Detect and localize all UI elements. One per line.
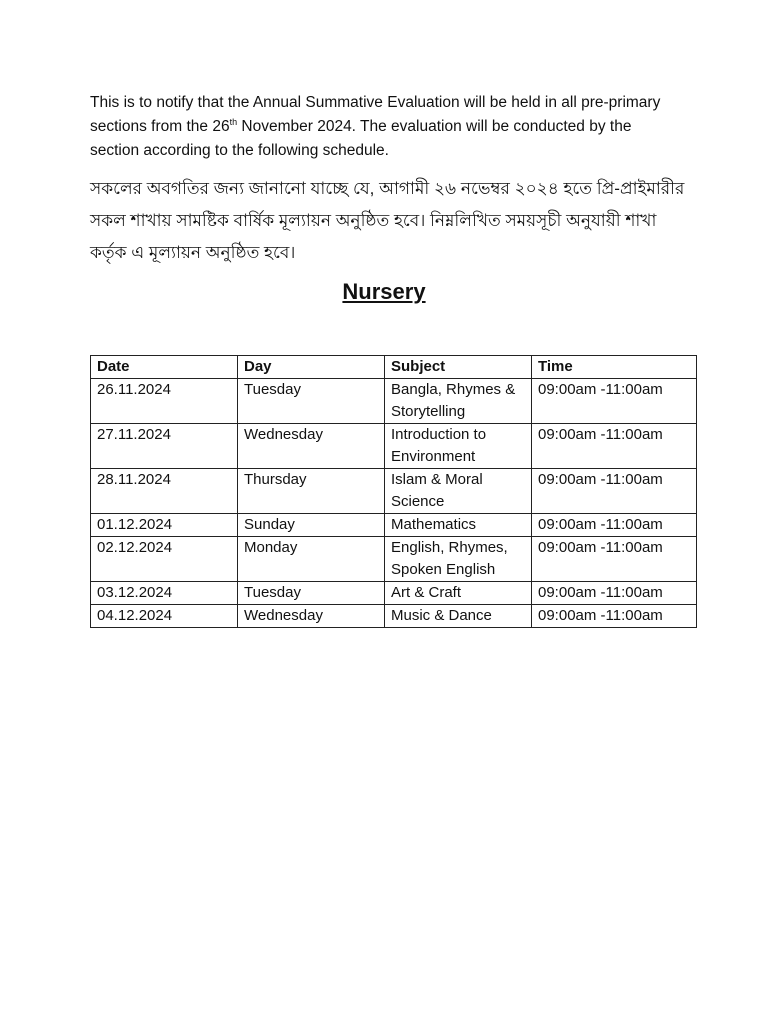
cell-subject: English, Rhymes, Spoken English bbox=[385, 537, 532, 582]
cell-day: Sunday bbox=[238, 514, 385, 537]
table-row bbox=[91, 582, 697, 605]
cell-date: 26.11.2024 bbox=[91, 379, 238, 424]
cell-subject: Bangla, Rhymes & Storytelling bbox=[385, 379, 532, 424]
notice-bangla: সকলের অবগতির জন্য জানানো যাচ্ছে যে, আগামী ২৬ নভেম্বর ২০২৪ হতে প্রি-প্রাইমারীর সকল শাখায় সামষ্টিক বার্ষিক মূল্যায়ন অনুষ্ঠিত হবে। নিম্নলিখিত সময়সূচী অনুযায়ী শাখা কর্তৃক এ মূল্যায়ন অনুষ্ঠিত হবে। bbox=[90, 179, 685, 262]
header-subject: Subject bbox=[385, 356, 532, 379]
table-row bbox=[91, 514, 697, 537]
notice-english-part1: This is to notify that the Annual Summative Evaluation will be held in all pre-primary sections from the 26 bbox=[90, 94, 661, 135]
header-time: Time bbox=[532, 356, 697, 379]
table-row bbox=[91, 424, 697, 469]
cell-time: 09:00am -11:00am bbox=[532, 424, 697, 469]
cell-subject: Islam & Moral Science bbox=[385, 469, 532, 514]
cell-date: 03.12.2024 bbox=[91, 582, 238, 605]
cell-subject: Art & Craft bbox=[385, 582, 532, 605]
header-date: Date bbox=[91, 356, 238, 379]
cell-time: 09:00am -11:00am bbox=[532, 537, 697, 582]
header-day: Day bbox=[238, 356, 385, 379]
schedule-table bbox=[90, 355, 697, 628]
cell-day: Tuesday bbox=[238, 582, 385, 605]
table-row bbox=[91, 605, 697, 628]
notice-english-superscript: th bbox=[229, 117, 238, 127]
cell-date: 28.11.2024 bbox=[91, 469, 238, 514]
cell-time: 09:00am -11:00am bbox=[532, 469, 697, 514]
cell-date: 27.11.2024 bbox=[91, 424, 238, 469]
section-title: Nursery bbox=[342, 279, 426, 304]
cell-date: 01.12.2024 bbox=[91, 514, 238, 537]
table-row bbox=[91, 379, 697, 424]
table-row bbox=[91, 469, 697, 514]
cell-day: Wednesday bbox=[238, 605, 385, 628]
notice-english-part2: November 2024. The evaluation will be conducted by the section according to the following schedule. bbox=[90, 118, 632, 159]
cell-time: 09:00am -11:00am bbox=[532, 379, 697, 424]
cell-date: 02.12.2024 bbox=[91, 537, 238, 582]
table-row bbox=[91, 537, 697, 582]
cell-subject: Music & Dance bbox=[385, 605, 532, 628]
cell-time: 09:00am -11:00am bbox=[532, 605, 697, 628]
table-header-row bbox=[91, 356, 697, 379]
cell-day: Thursday bbox=[238, 469, 385, 514]
cell-time: 09:00am -11:00am bbox=[532, 582, 697, 605]
cell-day: Wednesday bbox=[238, 424, 385, 469]
cell-subject: Mathematics bbox=[385, 514, 532, 537]
cell-day: Tuesday bbox=[238, 379, 385, 424]
notice-english bbox=[90, 91, 680, 163]
cell-time: 09:00am -11:00am bbox=[532, 514, 697, 537]
cell-subject: Introduction to Environment bbox=[385, 424, 532, 469]
cell-date: 04.12.2024 bbox=[91, 605, 238, 628]
cell-day: Monday bbox=[238, 537, 385, 582]
